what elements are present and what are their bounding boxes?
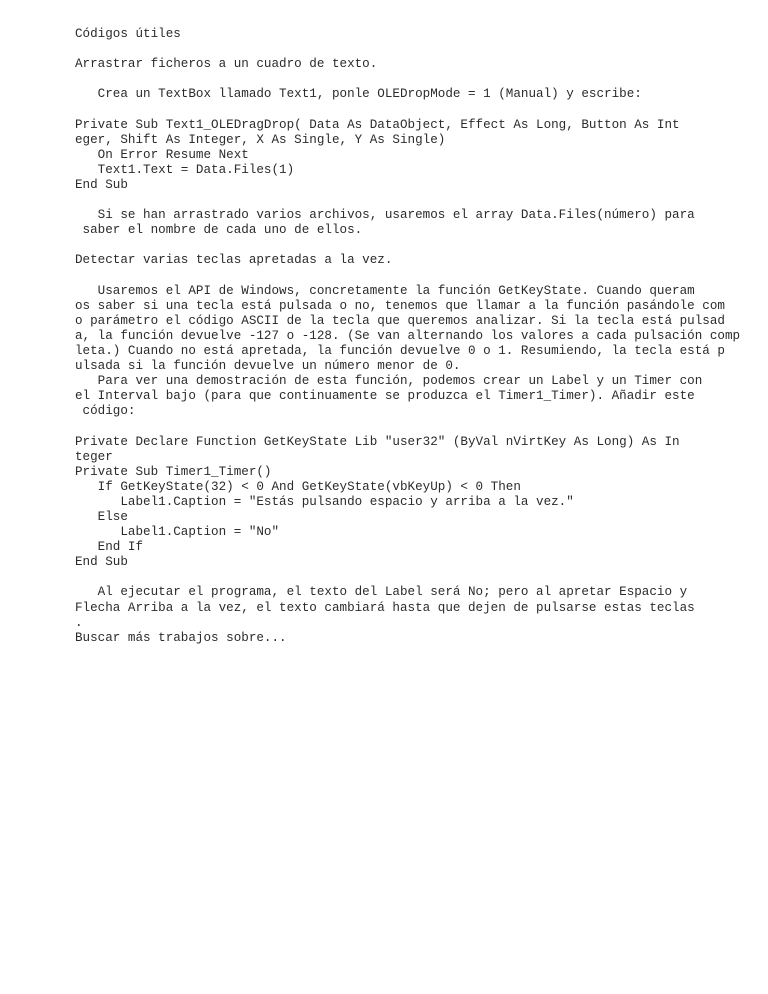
- more-works-link[interactable]: Buscar más trabajos sobre...: [75, 630, 287, 645]
- paragraph-line: o parámetro el código ASCII de la tecla que queremos analizar. Si la tecla está pulsad: [75, 313, 725, 328]
- paragraph-line: saber el nombre de cada uno de ellos.: [75, 223, 363, 238]
- code-line: End Sub: [75, 177, 128, 192]
- document-body: [75, 27, 740, 646]
- keys-closing-paragraph: [75, 585, 740, 630]
- code-line: End Sub: [75, 555, 128, 570]
- paragraph-line: Para ver una demostración de esta función, podemos crear un Label y un Timer con: [75, 374, 703, 389]
- keys-paragraph: [75, 284, 740, 420]
- drag-intro-text: Crea un TextBox llamado Text1, ponle OLEDropMode = 1 (Manual) y escribe:: [75, 87, 642, 102]
- drag-note-paragraph: [75, 208, 740, 238]
- code-line: Private Sub Timer1_Timer(): [75, 464, 272, 479]
- paragraph-line: .: [75, 615, 83, 630]
- section-heading-keys: Detectar varias teclas apretadas a la vez.: [75, 253, 393, 268]
- code-line: Else: [75, 510, 128, 524]
- paragraph-line: leta.) Cuando no está apretada, la función devuelve 0 o 1. Resumiendo, la tecla está p: [75, 343, 725, 358]
- code-line: Label1.Caption = "No": [75, 525, 280, 540]
- keys-code-block: [75, 435, 740, 571]
- paragraph-line: código:: [75, 404, 136, 419]
- paragraph-line: Al ejecutar el programa, el texto del Label será No; pero al apretar Espacio y: [75, 585, 688, 600]
- drag-code-block: [75, 118, 740, 193]
- code-line: If GetKeyState(32) < 0 And GetKeyState(vbKeyUp) < 0 Then: [75, 479, 521, 494]
- section-heading-drag: Arrastrar ficheros a un cuadro de texto.: [75, 57, 378, 72]
- code-line: Label1.Caption = "Estás pulsando espacio y arriba a la vez.": [75, 494, 574, 509]
- document-title: Códigos útiles: [75, 27, 181, 41]
- paragraph-line: el Interval bajo (para que continuamente se produzca el Timer1_Timer). Añadir este: [75, 389, 695, 404]
- paragraph-line: Flecha Arriba a la vez, el texto cambiará hasta que dejen de pulsarse estas teclas: [75, 600, 695, 615]
- paragraph-line: os saber si una tecla está pulsada o no, tenemos que llamar a la función pasándole com: [75, 298, 725, 313]
- code-line: On Error Resume Next: [75, 147, 249, 162]
- code-line: Private Sub Text1_OLEDragDrop( Data As DataObject, Effect As Long, Button As Int: [75, 117, 680, 132]
- code-line: Text1.Text = Data.Files(1): [75, 162, 295, 177]
- code-line: End If: [75, 540, 144, 555]
- paragraph-line: Si se han arrastrado varios archivos, usaremos el array Data.Files(número) para: [75, 208, 695, 223]
- paragraph-line: ulsada si la función devuelve un número menor de 0.: [75, 359, 461, 374]
- paragraph-line: Usaremos el API de Windows, concretamente la función GetKeyState. Cuando queram: [75, 283, 695, 298]
- code-line: eger, Shift As Integer, X As Single, Y As Single): [75, 132, 446, 147]
- code-line: Private Declare Function GetKeyState Lib "user32" (ByVal nVirtKey As Long) As In: [75, 434, 680, 449]
- paragraph-line: a, la función devuelve -127 o -128. (Se van alternando los valores a cada pulsación comp: [75, 328, 741, 343]
- code-line: teger: [75, 449, 113, 464]
